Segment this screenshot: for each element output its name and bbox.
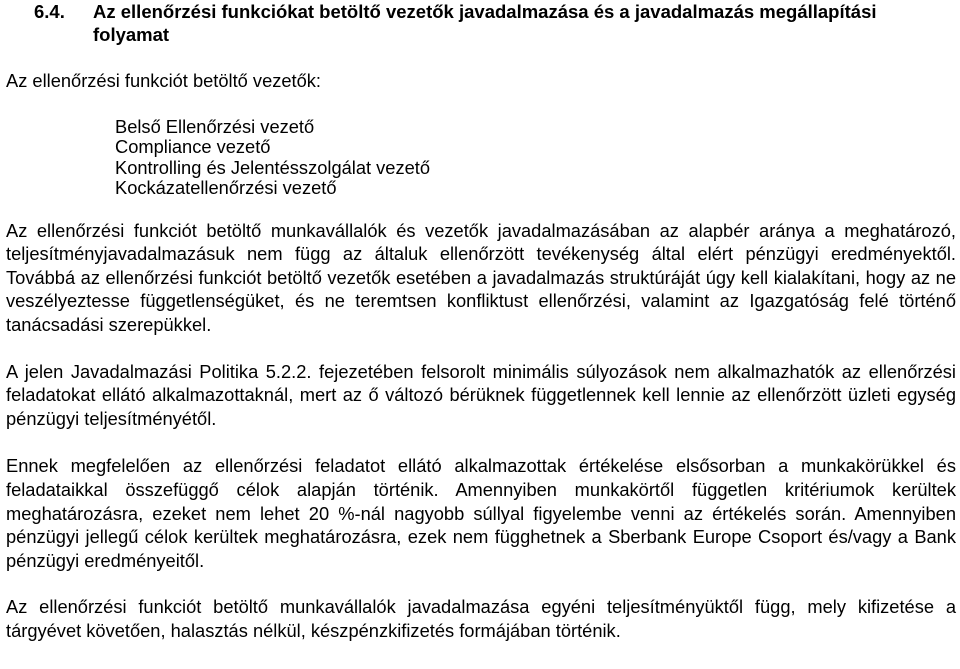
paragraph: Ennek megfelelően az ellenőrzési feladatot ellátó alkalmazottak értékelése elsősorban a munkakörükkel és feladataikkal összefüggő célok alapján történik. Amennyiben munkakörtől független kritériumok kerültek meghatározásra, ezeket nem lehet 20 %-nál nagyobb súllyal figyelembe venni az értékelés során. Amennyiben pénzügyi jellegű célok kerültek meghatározásra, ezek nem függhetnek a Sberbank Europe Csoport és/vagy a Bank pénzügyi eredményeitől. bbox=[6, 455, 956, 571]
section-title: Az ellenőrzési funkciókat betöltő vezetők javadalmazása és a javadalmazás megállapítási folyamat bbox=[93, 1, 877, 45]
paragraph: Az ellenőrzési funkciót betöltő munkavállalók és vezetők javadalmazásában az alapbér aránya a meghatározó, teljesítményjavadalmazásuk nem függ az általuk ellenőrzött tevékenység által elért pénzügyi eredményektől. Továbbá az ellenőrzési funkciót betöltő vezetők esetében a javadalmazás struktúráját úgy kell kialakítani, hogy az ne veszélyeztesse függetlenségüket, és ne teremtsen konfliktust ellenőrzési, valamint az Igazgatóság felé történő tanácsadási szerepükkel. bbox=[6, 219, 956, 335]
role-list bbox=[6, 117, 956, 199]
role-item: Compliance vezető bbox=[115, 136, 271, 158]
paragraph: Az ellenőrzési funkciót betöltő munkavállalók javadalmazása egyéni teljesítményüktől függ, mely kifizetése a tárgyévet követően, halasztás nélkül, készpénzkifizetés formájában történik. bbox=[6, 596, 956, 641]
section-heading bbox=[6, 0, 956, 46]
role-item: Kockázatellenőrzési vezető bbox=[115, 177, 337, 199]
document-page bbox=[6, 0, 956, 643]
role-item: Belső Ellenőrzési vezető bbox=[115, 115, 315, 137]
section-number: 6.4. bbox=[34, 1, 65, 22]
paragraph: A jelen Javadalmazási Politika 5.2.2. fejezetében felsorolt minimális súlyozások nem alkalmazhatók az ellenőrzési feladatokat ellátó alkalmazottaknál, mert az ő változó bérüknek függetlennek kell lennie az ellenőrzött üzleti egység pénzügyi teljesítményétől. bbox=[6, 360, 956, 429]
intro-text: Az ellenőrzési funkciót betöltő vezetők: bbox=[6, 70, 322, 91]
role-item: Kontrolling és Jelentésszolgálat vezető bbox=[115, 156, 431, 178]
